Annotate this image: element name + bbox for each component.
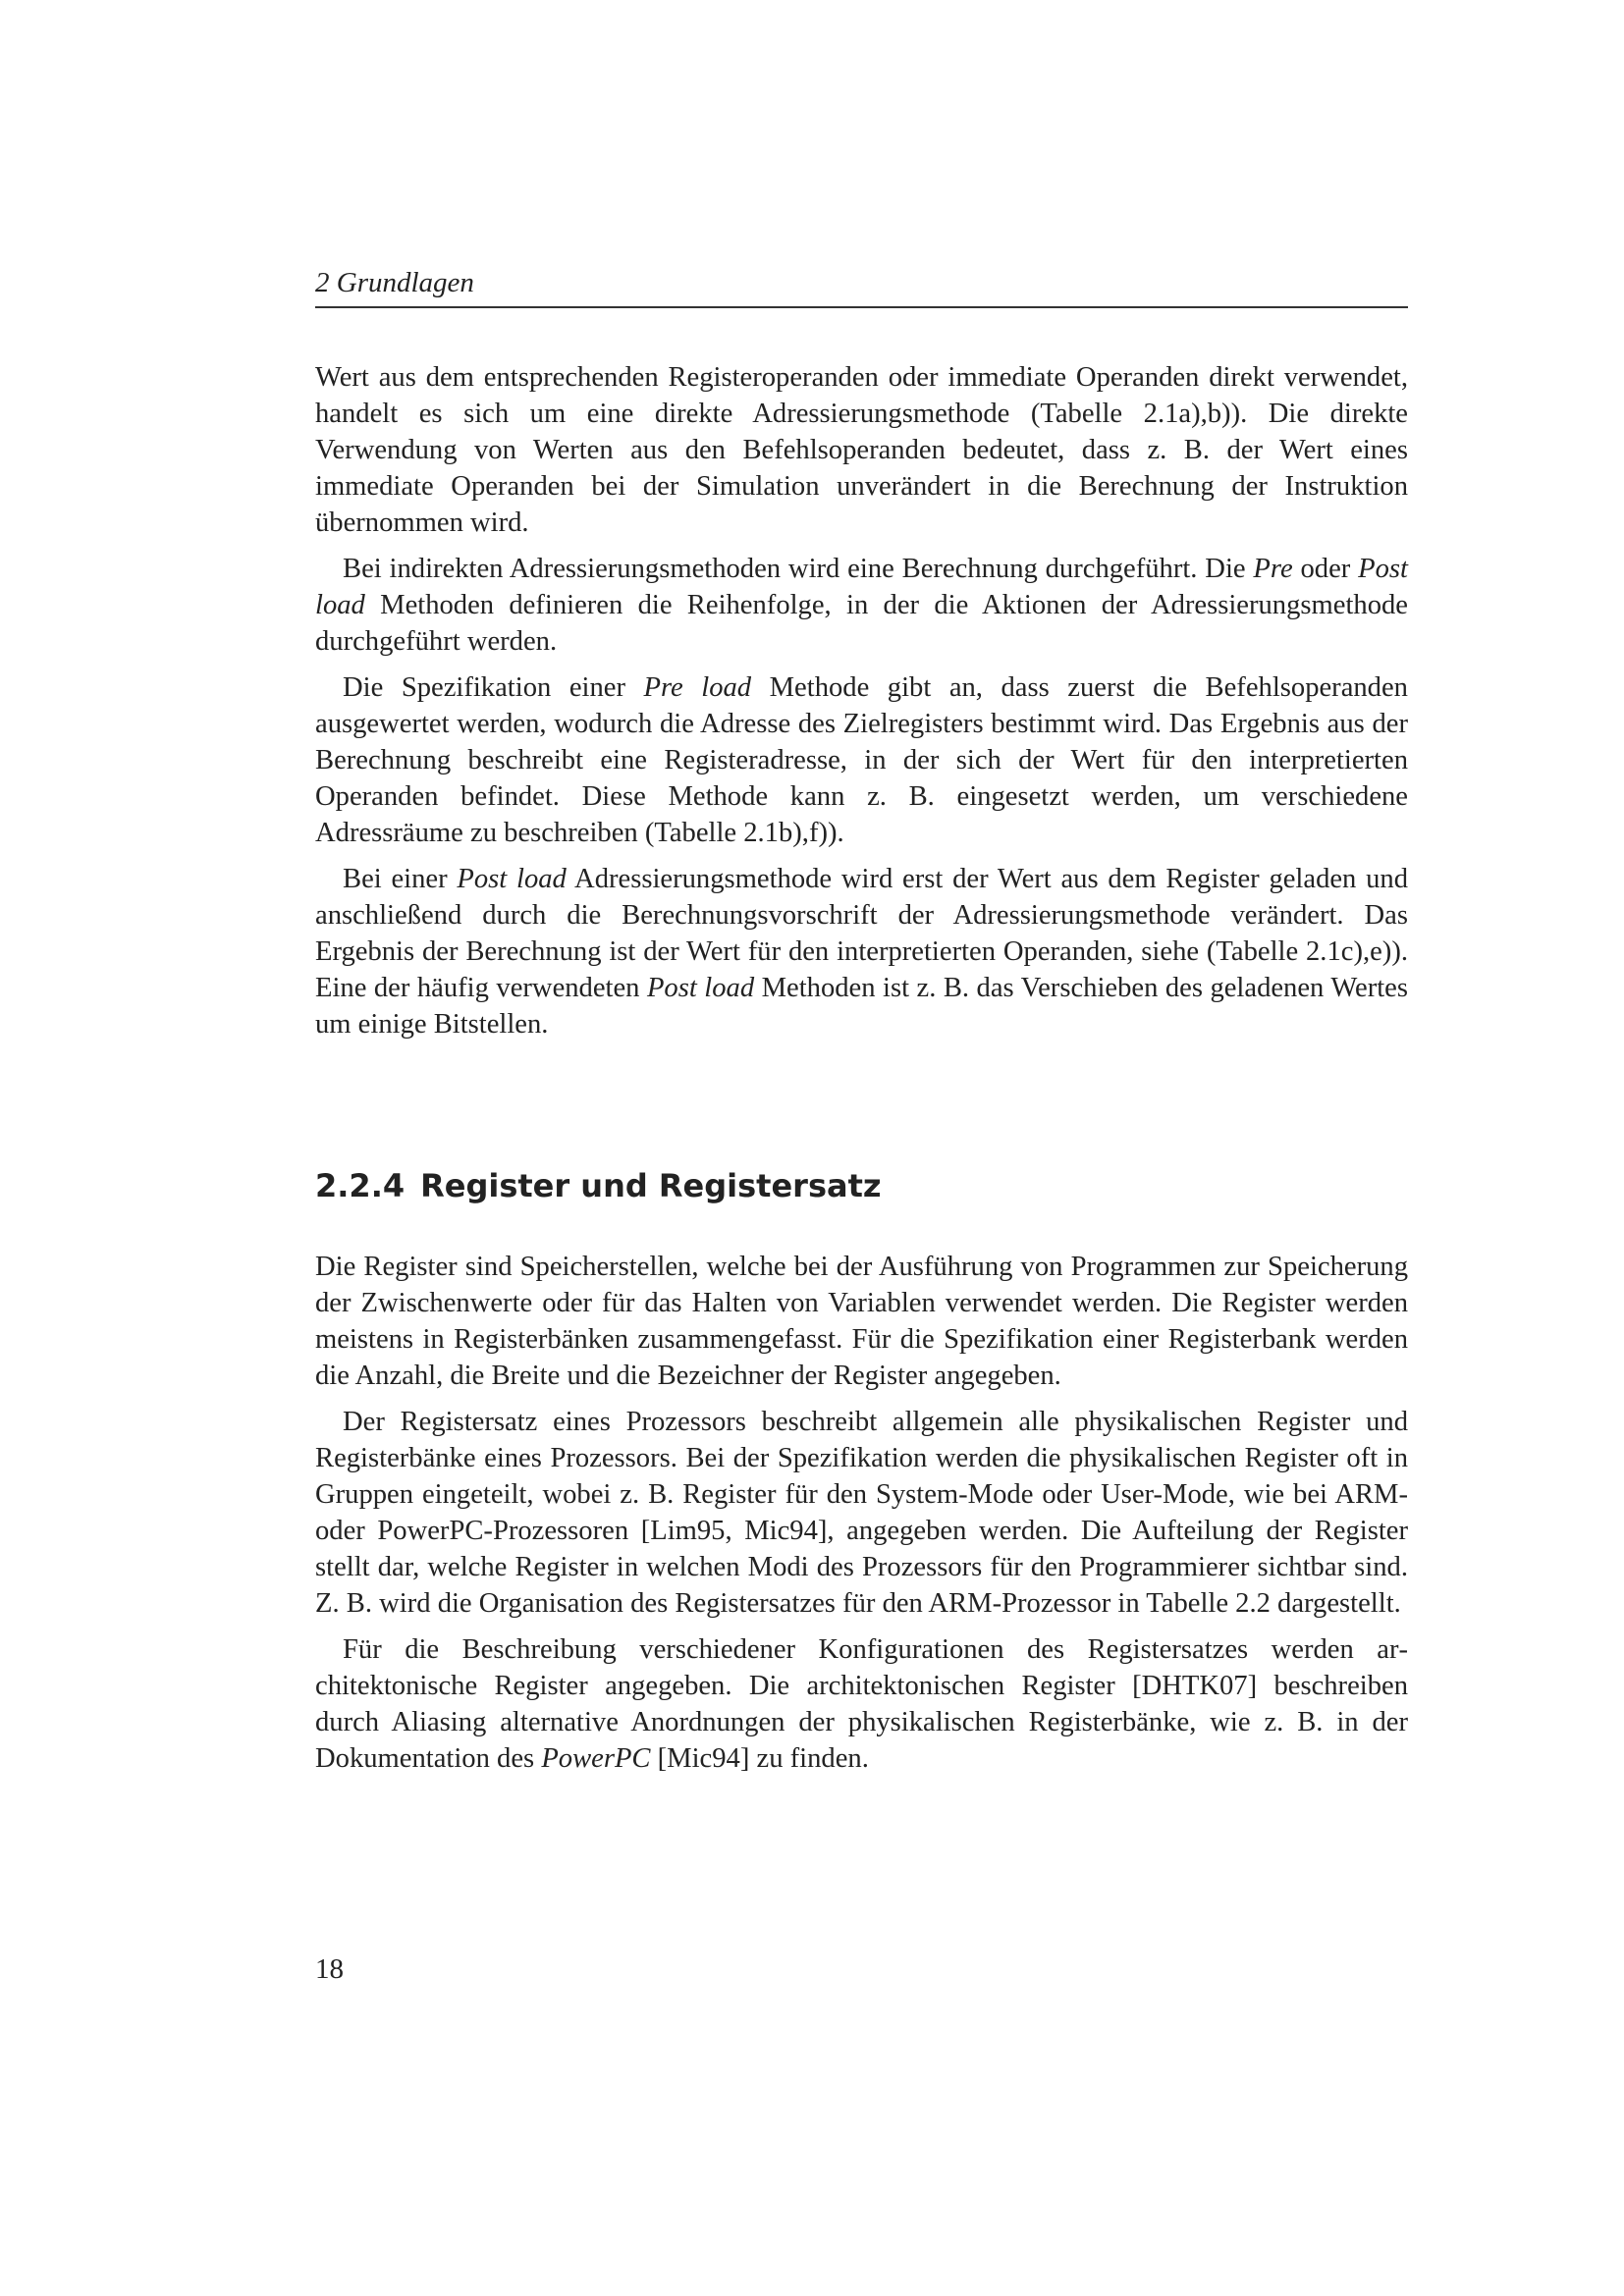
text-run: Bei indirekten Adressierungsmethoden wird eine Berechnung durchgeführt. Die bbox=[343, 554, 1254, 584]
text-run: Für die Beschreibung verschiedener Konfigurationen des Registersatzes werden architektonische Register angegeben. Die architektonischen Register [DHTK07] beschreiben durch Aliasing alternative Anordnungen der physikalischen Registerbänke, wie z. B. in der Dokumentation des bbox=[315, 1634, 1408, 1774]
paragraph-indirect-addressing bbox=[315, 551, 1408, 660]
paragraph-direct-addressing: Wert aus dem entsprechenden Registeroperanden oder immediate Operanden direkt verwendet, handelt es sich um eine direkte Adressierungsmethode (Tabelle 2.1a),b)). Die direkte Verwendung von Werten aus den Befehlsoperanden bedeutet, dass z. B. der Wert eines immediate Operanden bei der Simulation unverändert in die Berechnung der Instruktion übernommen wird. bbox=[315, 362, 1408, 538]
text-run: Methoden ist z. B. das Verschieben des geladenen Wertes um einige Bitstellen. bbox=[315, 973, 1408, 1040]
emphasis-term: Post load bbox=[315, 554, 1408, 620]
top-text-block bbox=[315, 359, 1408, 1052]
emphasis-term: Pre bbox=[1253, 554, 1293, 584]
paragraph-register-set: Der Registersatz eines Prozessors beschreibt allgemein alle physikalischen Register und Registerbänke eines Prozessors. Bei der Spezifikation werden die physikalischen Register oft in Gruppen eingeteilt, wobei z. B. Register für den System-Mode oder User-Mode, wie bei ARM- oder PowerPC-Prozessoren [Lim95, Mic94], angegeben werden. Die Aufteilung der Register stellt dar, welche Register in welchen Modi des Prozessors für den Programmierer sichtbar sind. Z. B. wird die Organisation des Registersatzes für den ARM-Prozessor in Tabelle 2.2 dargestellt. bbox=[315, 1407, 1408, 1619]
text-run: Methode gibt an, dass zuerst die Befehlsoperanden ausgewertet werden, wodurch die Adresse des Zielregisters bestimmt wird. Das Ergebnis aus der Berechnung beschreibt eine Registeradresse, in der sich der Wert für den interpretierten Operanden befindet. Diese Methode kann z. B. eingesetzt werden, um verschiedene Adressräume zu beschreiben (Tabelle 2.1b),f)). bbox=[315, 672, 1408, 848]
section-number: 2.2.4 bbox=[315, 1167, 406, 1204]
emphasis-term: Post load bbox=[646, 973, 755, 1003]
paragraph-pre-load bbox=[315, 669, 1408, 851]
text-run: [Mic94] zu finden. bbox=[650, 1743, 869, 1774]
text-run: Die Spezifikation einer bbox=[343, 672, 644, 703]
text-run: Methoden definieren die Reihenfolge, in der die Aktionen der Adressierungsmethode durchgeführt werden. bbox=[315, 590, 1408, 657]
page-number: 18 bbox=[315, 1953, 344, 1985]
text-run: Adressierungsmethode wird erst der Wert aus dem Register geladen und anschließend durch die Berechnungsvorschrift der Adressierungsmethode verändert. Das Ergebnis der Berechnung ist der Wert für den interpretierten Operanden, siehe (Tabelle 2.1c),e)). Eine der häufig verwendeten bbox=[315, 864, 1409, 1003]
section-text-block bbox=[315, 1249, 1408, 1787]
emphasis-term: PowerPC bbox=[541, 1743, 651, 1774]
paragraph-register-definition: Die Register sind Speicherstellen, welche bei der Ausführung von Programmen zur Speicherung der Zwischenwerte oder für das Halten von Variablen verwendet werden. Die Register werden meistens in Registerbänken zusammengefasst. Für die Spezifikation einer Registerbank werden die Anzahl, die Breite und die Bezeichner der Register angegeben. bbox=[315, 1252, 1408, 1391]
emphasis-term: Post load bbox=[457, 864, 567, 894]
emphasis-term: Pre load bbox=[643, 672, 752, 703]
page-header bbox=[315, 265, 1408, 308]
text-run: Bei einer bbox=[343, 864, 458, 894]
text-run: oder bbox=[1292, 554, 1359, 584]
paragraph-architectural-registers bbox=[315, 1631, 1408, 1777]
running-title: 2 Grundlagen bbox=[315, 267, 474, 298]
section-heading bbox=[315, 1166, 1408, 1205]
paragraph-post-load bbox=[315, 861, 1408, 1042]
section-title: Register und Registersatz bbox=[420, 1167, 882, 1204]
